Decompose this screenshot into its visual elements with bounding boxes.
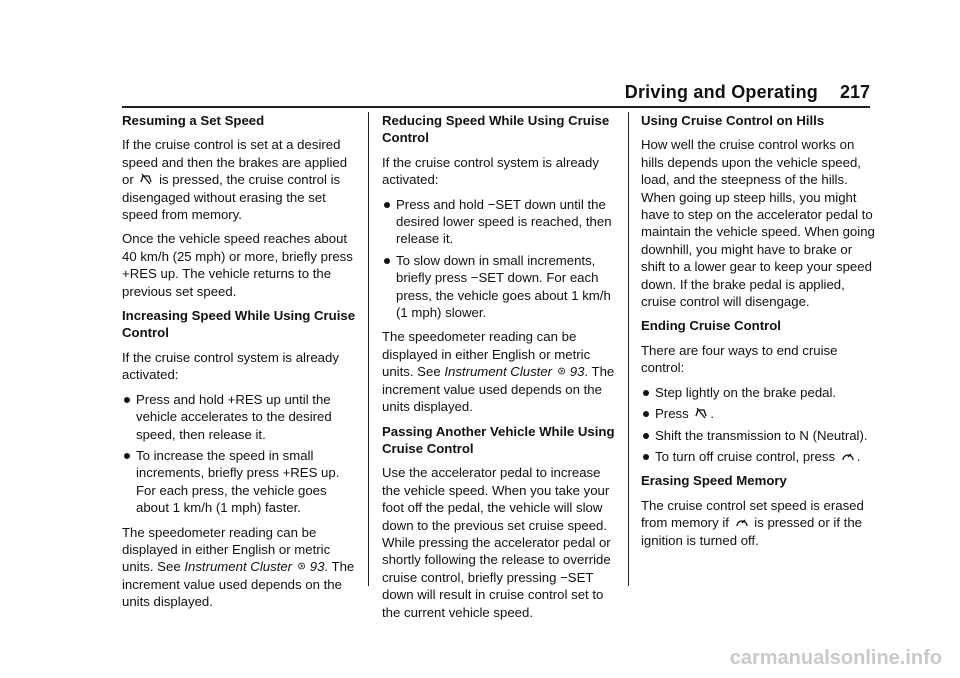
watermark: carmanualsonline.info bbox=[729, 647, 942, 669]
paragraph-speedometer: The speedometer reading can be displayed in either English or metric units. See Instrument Cluster 93. The increment value used depends on the units displayed. bbox=[382, 329, 615, 415]
cruise-control-icon bbox=[841, 450, 855, 462]
reduce-steps-list bbox=[382, 196, 618, 322]
list-item: Shift the transmission to N (Neutral). bbox=[641, 427, 877, 444]
header-rule bbox=[122, 106, 870, 108]
cruise-control-icon bbox=[735, 516, 749, 528]
heading-reducing-speed: Reducing Speed While Using Cruise Control bbox=[382, 113, 610, 146]
paragraph-speedometer: The speedometer reading can be displayed in either English or metric units. See Instrument Cluster 93. The increment value used depends on the units displayed. bbox=[122, 524, 355, 610]
page-number: 217 bbox=[839, 82, 870, 102]
column-1 bbox=[122, 112, 358, 618]
paragraph-erase: The cruise control set speed is erased from memory if is pressed or if the ignition is turned off. bbox=[641, 497, 864, 548]
paragraph-hills: How well the cruise control works on hills depends upon the vehicle speed, load, and the steepness of the hills. When going up steep hills, you might have to step on the accelerator pedal to maintain the vehicle speed. When going downhill, you might have to brake or shift to a lower gear to keep your speed down. If the brake pedal is applied, cruise control will disengage. bbox=[641, 137, 875, 310]
page-reference-arrow-icon bbox=[558, 365, 568, 377]
list-item: To turn off cruise control, press . bbox=[641, 448, 877, 465]
page-reference[interactable]: 93 bbox=[569, 364, 585, 380]
paragraph-end-intro: There are four ways to end cruise control: bbox=[641, 342, 838, 376]
paragraph-passing: Use the accelerator pedal to increase the vehicle speed. When you take your foot off the pedal, the vehicle will slow down to the previous set cruise speed. While pressing the accelerator pedal or shortly following the release to override cruise control, briefly pressing −SET down will result in cruise control set to the current vehicle speed. bbox=[382, 465, 611, 620]
cross-reference-link[interactable]: Instrument Cluster bbox=[184, 559, 293, 575]
column-divider bbox=[368, 112, 369, 586]
cruise-cancel-icon bbox=[694, 407, 708, 419]
section-title: Driving and Operating bbox=[624, 82, 818, 102]
heading-cruise-on-hills: Using Cruise Control on Hills bbox=[641, 113, 825, 128]
list-item: Step lightly on the brake pedal. bbox=[641, 384, 877, 401]
heading-resuming-set-speed: Resuming a Set Speed bbox=[122, 113, 265, 128]
paragraph-resume-2: Once the vehicle speed reaches about 40 km/h (25 mph) or more, briefly press +RES up. The vehicle returns to the previous set speed. bbox=[122, 231, 353, 299]
list-item: Press and hold +RES up until the vehicle accelerates to the desired speed, then release it. bbox=[122, 391, 358, 443]
heading-increasing-speed: Increasing Speed While Using Cruise Control bbox=[122, 308, 356, 341]
list-item: To slow down in small increments, briefly press −SET down. For each press, the vehicle goes about 1 km/h (1 mph) slower. bbox=[382, 252, 618, 322]
paragraph-resume: If the cruise control is set at a desired speed and then the brakes are applied or is pressed, the cruise control is disengaged without erasing the set speed from memory. bbox=[122, 137, 348, 223]
list-item: To increase the speed in small increments, briefly press +RES up. For each press, the vehicle goes about 1 km/h (1 mph) faster. bbox=[122, 447, 358, 517]
cross-reference-link[interactable]: Instrument Cluster bbox=[444, 364, 553, 380]
cruise-cancel-icon bbox=[139, 173, 153, 185]
heading-ending-cruise: Ending Cruise Control bbox=[641, 318, 781, 334]
page-reference[interactable]: 93 bbox=[309, 559, 325, 575]
column-3 bbox=[641, 112, 877, 556]
increase-steps-list bbox=[122, 391, 358, 517]
heading-erasing-memory: Erasing Speed Memory bbox=[641, 473, 787, 489]
list-item: Press . bbox=[641, 405, 877, 422]
page-header bbox=[122, 82, 870, 108]
heading-passing-vehicle: Passing Another Vehicle While Using Cruise Control bbox=[382, 423, 615, 456]
page-reference-arrow-icon bbox=[298, 560, 308, 572]
paragraph-increase-intro: If the cruise control system is already activated: bbox=[122, 349, 339, 383]
ending-methods-list bbox=[641, 384, 877, 466]
column-2 bbox=[382, 112, 618, 628]
column-divider bbox=[628, 112, 629, 586]
list-item: Press and hold −SET down until the desired lower speed is reached, then release it. bbox=[382, 196, 618, 248]
paragraph-reduce-intro: If the cruise control system is already activated: bbox=[382, 154, 599, 188]
